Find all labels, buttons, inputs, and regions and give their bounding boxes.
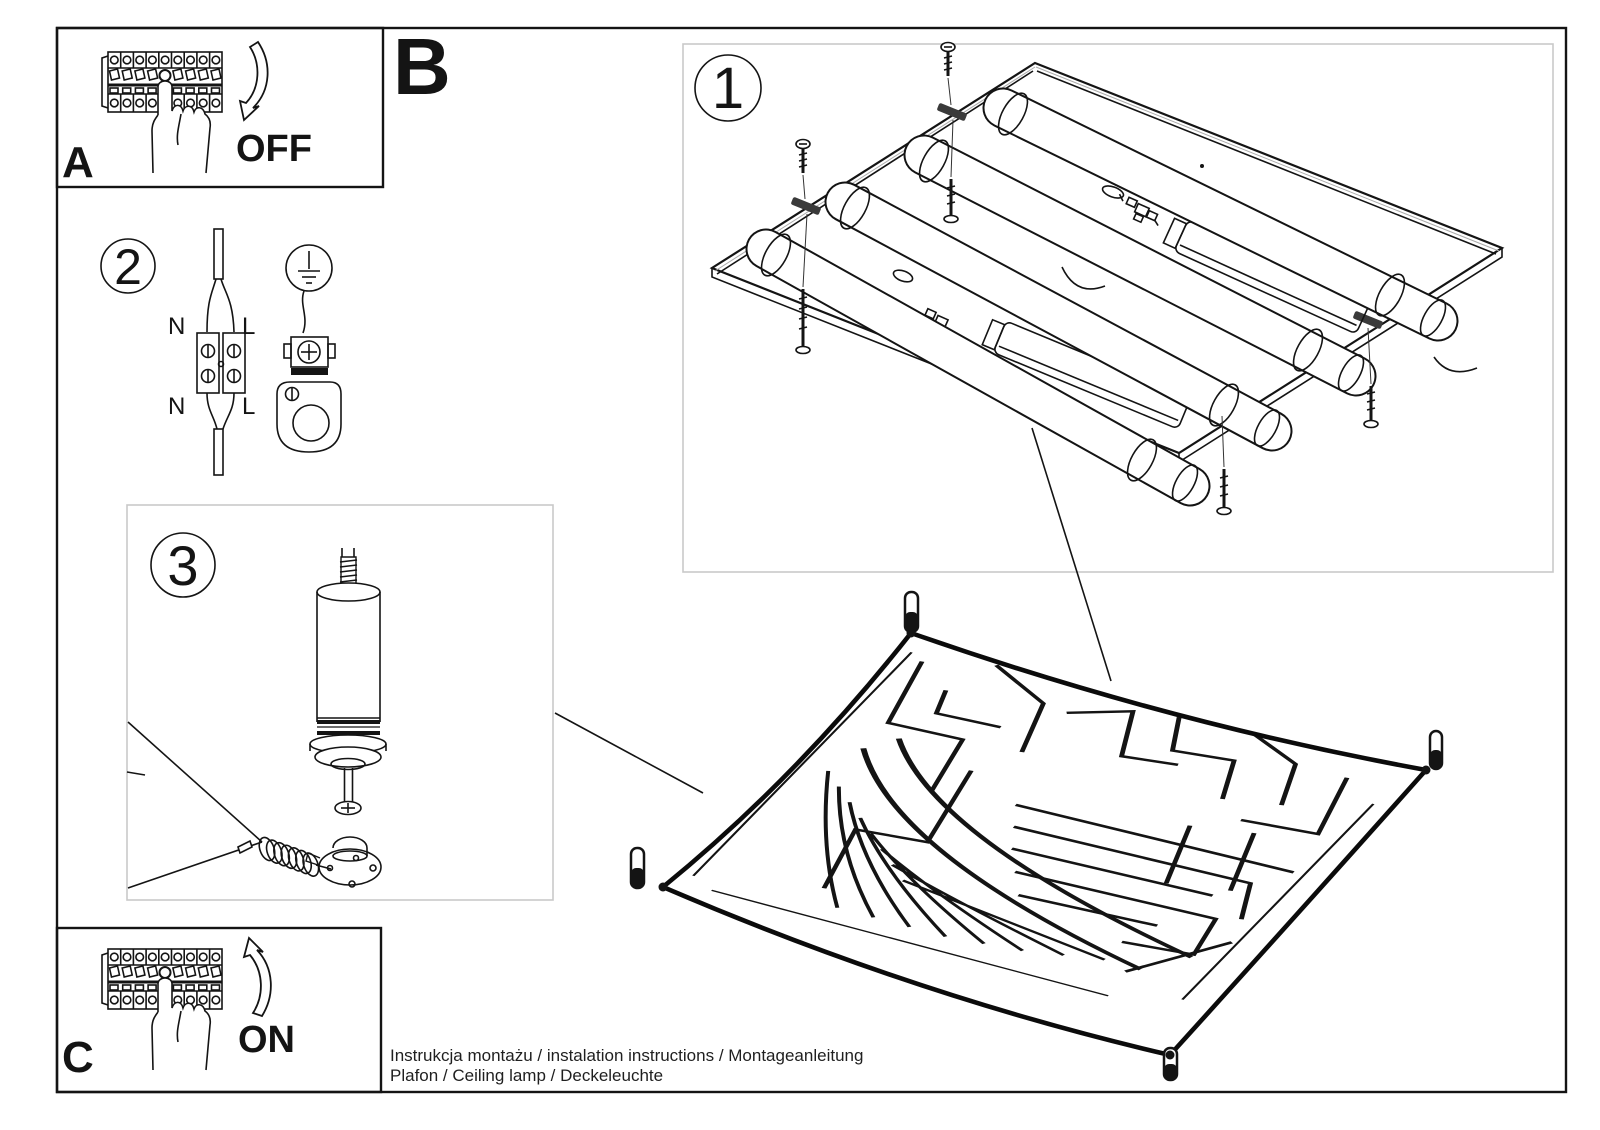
fabric-shade — [631, 592, 1442, 1080]
shade-edge — [663, 633, 1426, 1055]
loose-wire — [1434, 357, 1477, 372]
panel-c-label: C — [62, 1033, 94, 1082]
leader-line — [1032, 428, 1111, 681]
terminal-block — [197, 333, 219, 393]
step-c-panel — [57, 928, 381, 1092]
neutral-label-top: N — [168, 313, 186, 340]
corner-pegs — [631, 592, 1442, 1080]
live-label-bottom: L — [242, 393, 256, 420]
ceiling-frame-illustration — [712, 43, 1502, 515]
terminal-screws — [202, 345, 241, 383]
arrow-up-icon — [244, 938, 271, 1016]
hand-icon — [152, 81, 210, 173]
main-section-label: B — [393, 22, 451, 111]
neutral-label-bottom: N — [168, 393, 186, 420]
live-label-top: L — [242, 313, 256, 340]
step-3-number: 3 — [167, 534, 199, 597]
step-a-panel — [57, 28, 383, 187]
step-1-number: 1 — [711, 56, 745, 121]
on-label: ON — [238, 1019, 295, 1061]
step-1-frame — [683, 43, 1553, 573]
off-label: OFF — [236, 128, 312, 170]
step-2-wiring — [101, 229, 341, 475]
caption-line-1: Instrukcja montażu / instalation instructions / Montageanleitung — [390, 1046, 864, 1065]
panel-a-label: A — [62, 138, 94, 187]
fabric-corner-lines — [127, 722, 262, 888]
power-cable-diagram — [168, 229, 255, 475]
ground-symbol-icon — [286, 245, 332, 291]
ground-terminal — [277, 291, 341, 452]
step-2-number: 2 — [114, 239, 142, 295]
arrow-down-icon — [240, 42, 268, 120]
terminal-block — [223, 333, 245, 393]
step-3-detail — [127, 505, 553, 900]
shade-pattern — [686, 642, 1406, 1012]
caption-block — [390, 1046, 863, 1085]
tube-anchor-cylinder-icon — [310, 548, 386, 815]
leader-line — [555, 713, 703, 793]
caption-line-2: Plafon / Ceiling lamp / Deckeleuchte — [390, 1066, 664, 1085]
